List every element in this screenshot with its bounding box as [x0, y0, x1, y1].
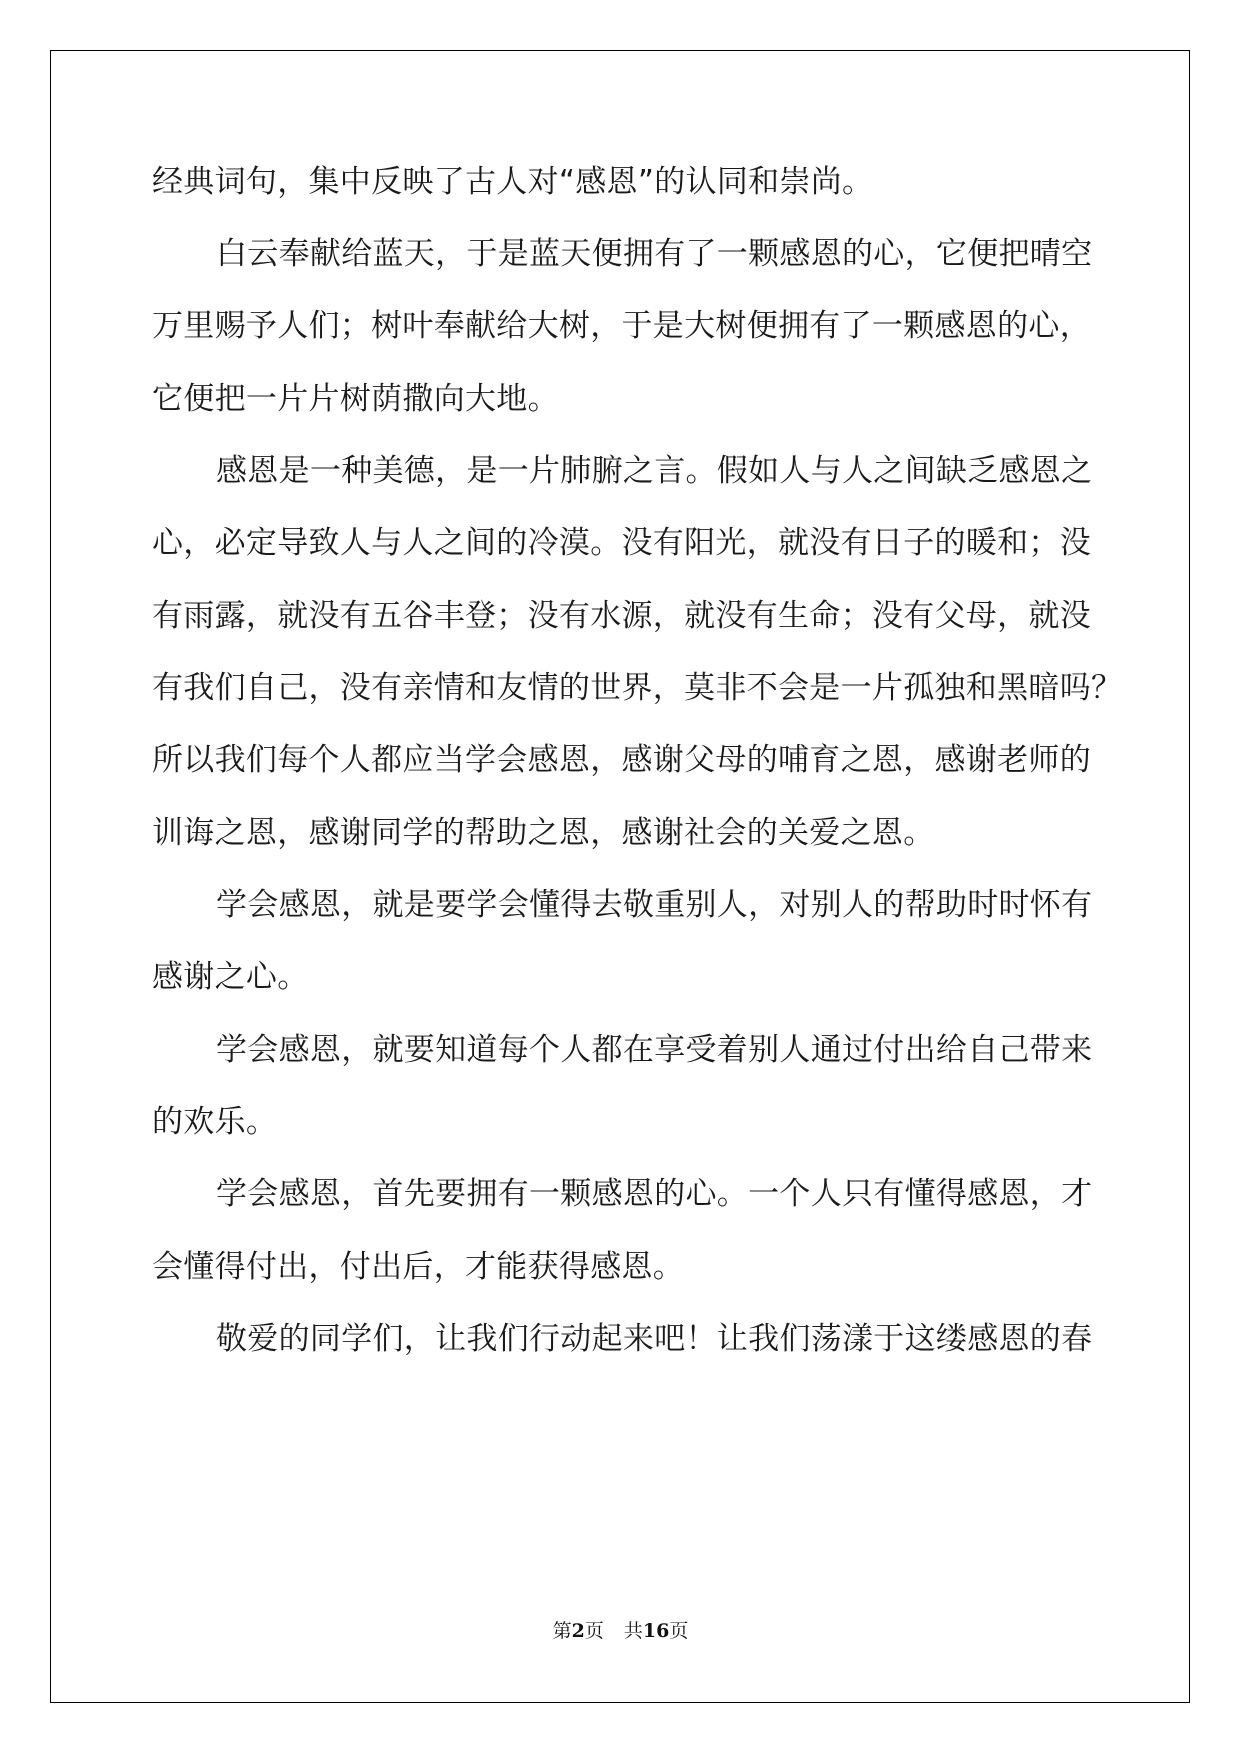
- text-line-7: 有雨露，就没有五谷丰登；没有水源，就没有生命；没有父母，就没: [152, 598, 1091, 634]
- text-line-6: 心，必定导致人与人之间的冷漠。没有阳光，就没有日子的暖和；没: [152, 525, 1091, 561]
- text-line-5: 感恩是一种美德，是一片肺腑之言。假如人与人之间缺乏感恩之: [216, 453, 1093, 489]
- page-total-label: 共16页: [623, 1620, 689, 1642]
- page-footer: [0, 1616, 1241, 1643]
- text-line-8: 有我们自己，没有亲情和友情的世界，莫非不会是一片孤独和黑暗吗？: [152, 670, 1123, 706]
- text-line-9: 所以我们每个人都应当学会感恩，感谢父母的哺育之恩，感谢老师的: [152, 742, 1091, 778]
- text-line-15: 学会感恩，首先要拥有一颗感恩的心。一个人只有懂得感恩，才: [216, 1176, 1093, 1212]
- text-line-13: 学会感恩，就要知道每个人都在享受着别人通过付出给自己带来: [216, 1032, 1093, 1068]
- page-number-label: 第2页: [552, 1620, 604, 1642]
- text-line-16: 会懂得付出，付出后，才能获得感恩。: [152, 1249, 685, 1285]
- text-line-10: 训诲之恩，感谢同学的帮助之恩，感谢社会的关爱之恩。: [152, 815, 935, 851]
- text-line-12: 感谢之心。: [152, 959, 309, 995]
- text-line-14: 的欢乐。: [152, 1104, 278, 1140]
- text-line-1: 经典词句，集中反映了古人对“感恩”的认同和崇尚。: [152, 164, 874, 200]
- text-line-4: 它便把一片片树荫撒向大地。: [152, 381, 559, 417]
- text-line-3: 万里赐予人们；树叶奉献给大树，于是大树便拥有了一颗感恩的心，: [152, 308, 1091, 344]
- text-line-2: 白云奉献给蓝天，于是蓝天便拥有了一颗感恩的心，它便把晴空: [216, 236, 1093, 272]
- text-line-17: 敬爱的同学们，让我们行动起来吧！让我们荡漾于这缕感恩的春: [216, 1321, 1093, 1357]
- page-border: [50, 50, 1190, 1703]
- text-line-11: 学会感恩，就是要学会懂得去敬重别人，对别人的帮助时时怀有: [216, 887, 1093, 923]
